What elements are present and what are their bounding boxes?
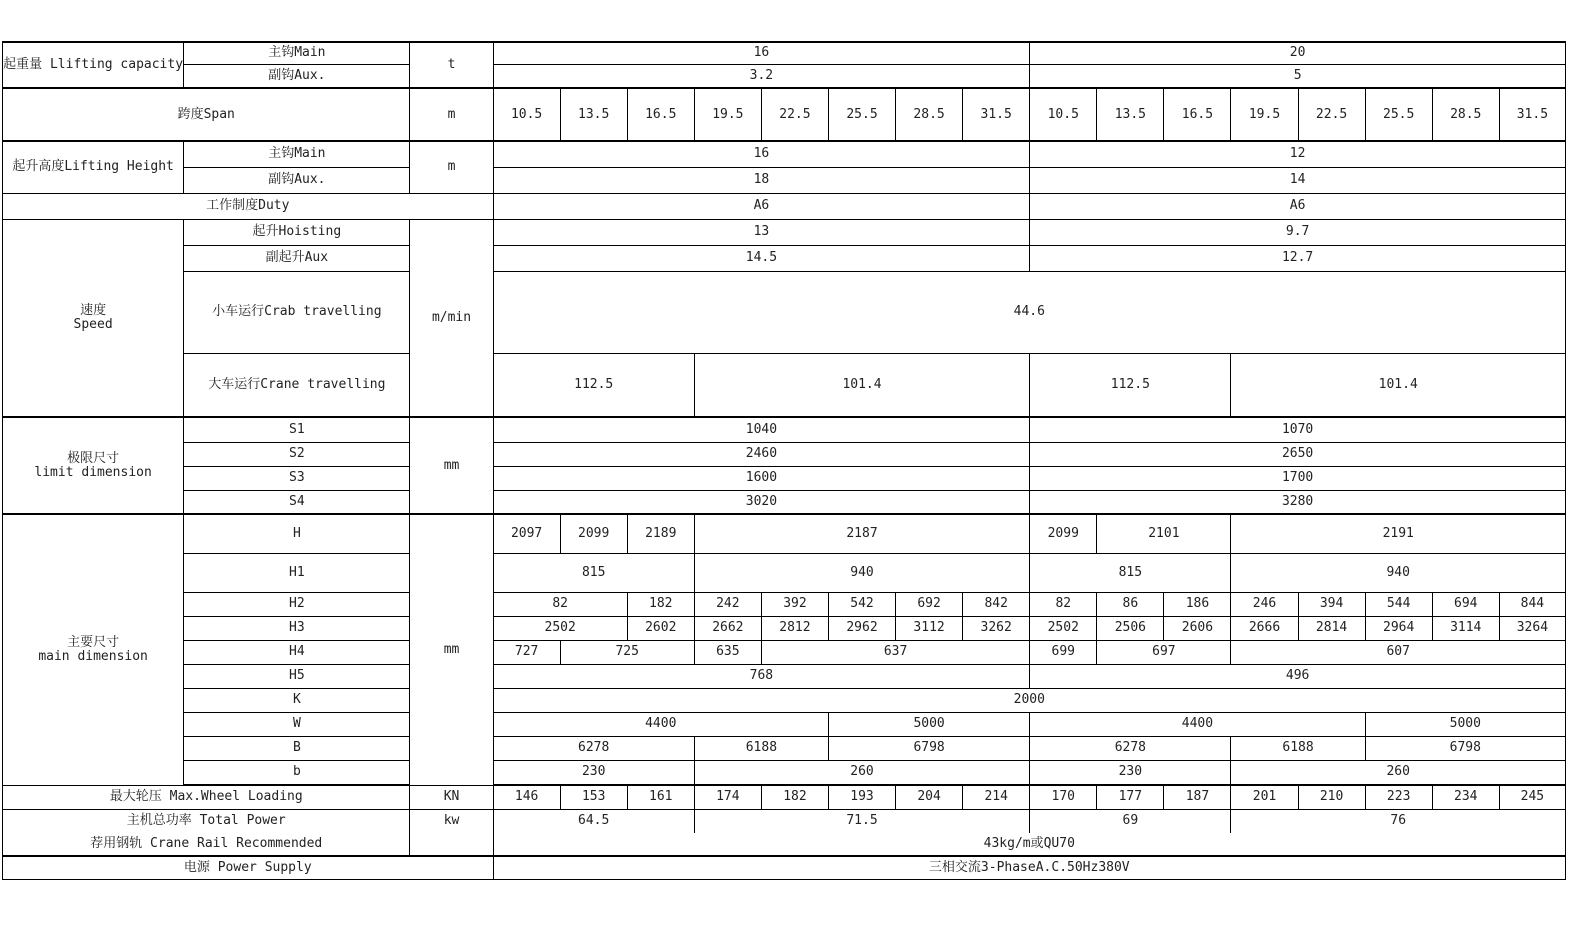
dim-row-label: H1: [184, 553, 410, 592]
wheel-loading-value: 193: [828, 785, 895, 809]
span-value: 16.5: [627, 88, 694, 141]
dim-value: 82: [493, 592, 627, 616]
speed-crab-label: 小车运行Crab travelling: [184, 271, 410, 353]
dim-value: 230: [493, 760, 694, 784]
lifting-height-aux-label: 副钩Aux.: [184, 167, 410, 193]
speed-aux-value: 12.7: [1030, 245, 1566, 271]
dim-value: 2602: [627, 616, 694, 640]
lifting-height-main-label: 主钩Main: [184, 141, 410, 167]
dim-value: 246: [1231, 592, 1298, 616]
dim-value: 392: [761, 592, 828, 616]
limit-s3-row: [3, 466, 1566, 490]
wheel-loading-label: 最大轮压 Max.Wheel Loading: [3, 785, 410, 809]
wheel-loading-value: 177: [1097, 785, 1164, 809]
duty-value: A6: [1030, 193, 1566, 219]
span-value: 28.5: [1432, 88, 1499, 141]
wheel-loading-value: 234: [1432, 785, 1499, 809]
speed-unit: m/min: [410, 219, 493, 417]
lifting-capacity-main-row: [3, 42, 1566, 64]
lifting-height-label: 起升高度Lifting Height: [3, 141, 184, 193]
speed-crab-value: 44.6: [493, 271, 1565, 353]
speed-label-cn: 速度: [80, 303, 107, 319]
span-value: 25.5: [1365, 88, 1432, 141]
total-power-row: [3, 809, 1566, 833]
speed-crane-value: 101.4: [1231, 353, 1566, 417]
dim-value: 6188: [694, 736, 828, 760]
dim-h1-row: [3, 553, 1566, 592]
dim-value: 815: [1030, 553, 1231, 592]
dim-b-lower-row: [3, 760, 1566, 784]
wheel-loading-value: 204: [896, 785, 963, 809]
wheel-loading-value: 201: [1231, 785, 1298, 809]
limit-dimension-label: [3, 417, 184, 514]
wheel-loading-value: 214: [963, 785, 1030, 809]
dim-value: 692: [896, 592, 963, 616]
lifting-capacity-aux-label: 副钩Aux.: [184, 64, 410, 88]
total-power-value: 69: [1030, 809, 1231, 833]
dim-value: 260: [1231, 760, 1566, 784]
main-dimension-label-cn: 主要尺寸: [67, 635, 120, 651]
limit-value: 3280: [1030, 490, 1566, 514]
wheel-loading-value: 182: [761, 785, 828, 809]
lifting-capacity-main-value: 16: [493, 42, 1030, 64]
span-label: 跨度Span: [3, 88, 410, 141]
dim-value: 5000: [828, 712, 1029, 736]
span-value: 25.5: [828, 88, 895, 141]
span-value: 19.5: [694, 88, 761, 141]
span-value: 10.5: [1030, 88, 1097, 141]
lifting-capacity-main-label: 主钩Main: [184, 42, 410, 64]
dim-value: 6798: [1365, 736, 1565, 760]
dim-value: 2662: [694, 616, 761, 640]
total-power-value: 76: [1231, 809, 1566, 833]
speed-crane-value: 101.4: [694, 353, 1029, 417]
speed-hoisting-label: 起升Hoisting: [184, 219, 410, 245]
dim-k-row: [3, 688, 1566, 712]
lifting-capacity-aux-row: [3, 64, 1566, 88]
crane-rail-label: 荐用钢轨 Crane Rail Recommended: [3, 833, 410, 856]
dim-value: 607: [1231, 640, 1566, 664]
dim-row-label: H3: [184, 616, 410, 640]
span-value: 31.5: [1499, 88, 1565, 141]
span-value: 19.5: [1231, 88, 1298, 141]
dim-value: 844: [1499, 592, 1565, 616]
dim-value: 2502: [1030, 616, 1097, 640]
dim-row-label: H5: [184, 664, 410, 688]
dim-value: 186: [1164, 592, 1231, 616]
lifting-capacity-unit: t: [410, 42, 493, 88]
total-power-unit: kw: [410, 809, 493, 833]
speed-crane-row: [3, 353, 1566, 417]
speed-crab-row: [3, 271, 1566, 353]
speed-crane-value: 112.5: [493, 353, 694, 417]
wheel-loading-value: 174: [694, 785, 761, 809]
wheel-loading-value: 187: [1164, 785, 1231, 809]
speed-label-en: Speed: [73, 316, 113, 332]
total-power-value: 71.5: [694, 809, 1029, 833]
dim-value: 2814: [1298, 616, 1365, 640]
dim-value: 3262: [963, 616, 1030, 640]
dim-value: 815: [493, 553, 694, 592]
limit-value: 1700: [1030, 466, 1566, 490]
main-dimension-unit: mm: [410, 514, 493, 785]
dim-value: 2964: [1365, 616, 1432, 640]
limit-s1-row: [3, 417, 1566, 442]
dim-h-row: [3, 514, 1566, 553]
dim-value: 82: [1030, 592, 1097, 616]
total-power-label: 主机总功率 Total Power: [3, 809, 410, 833]
speed-hoisting-value: 9.7: [1030, 219, 1566, 245]
lifting-height-main-value: 16: [493, 141, 1030, 167]
lifting-height-unit: m: [410, 141, 493, 193]
wheel-loading-unit: KN: [410, 785, 493, 809]
dim-value: 940: [1231, 553, 1566, 592]
limit-value: 1070: [1030, 417, 1566, 442]
dim-value: 4400: [493, 712, 828, 736]
limit-dimension-label-en: limit dimension: [34, 464, 152, 480]
dim-value: 4400: [1030, 712, 1365, 736]
span-value: 13.5: [560, 88, 627, 141]
dim-value: 6278: [493, 736, 694, 760]
dim-row-label: H2: [184, 592, 410, 616]
dim-value: 182: [627, 592, 694, 616]
dim-value: 2506: [1097, 616, 1164, 640]
duty-label: 工作制度Duty: [3, 193, 494, 219]
lifting-height-aux-value: 18: [493, 167, 1030, 193]
speed-label: [3, 219, 184, 417]
span-value: 22.5: [1298, 88, 1365, 141]
dim-value: 842: [963, 592, 1030, 616]
dim-value: 637: [761, 640, 1029, 664]
speed-hoisting-value: 13: [493, 219, 1030, 245]
lifting-capacity-aux-value: 3.2: [493, 64, 1030, 88]
dim-value: 2187: [694, 514, 1029, 553]
limit-row-label: S3: [184, 466, 410, 490]
dim-value: 2962: [828, 616, 895, 640]
wheel-loading-value: 153: [560, 785, 627, 809]
speed-hoisting-row: [3, 219, 1566, 245]
span-value: 13.5: [1097, 88, 1164, 141]
dim-value: 3264: [1499, 616, 1565, 640]
duty-row: [3, 193, 1566, 219]
limit-value: 2650: [1030, 442, 1566, 466]
dim-value: 2099: [1030, 514, 1097, 553]
dim-value: 230: [1030, 760, 1231, 784]
limit-row-label: S1: [184, 417, 410, 442]
span-row: [3, 88, 1566, 141]
dim-row-label: B: [184, 736, 410, 760]
dim-value: 544: [1365, 592, 1432, 616]
speed-aux-value: 14.5: [493, 245, 1030, 271]
dim-value: 2502: [493, 616, 627, 640]
dim-value: 86: [1097, 592, 1164, 616]
dim-value: 2097: [493, 514, 560, 553]
dim-value: 697: [1097, 640, 1231, 664]
limit-row-label: S2: [184, 442, 410, 466]
dim-value: 635: [694, 640, 761, 664]
dim-value: 727: [493, 640, 560, 664]
lifting-capacity-main-value: 20: [1030, 42, 1566, 64]
power-supply-value: 三相交流3-PhaseA.C.50Hz380V: [493, 856, 1565, 879]
dim-h2-row: [3, 592, 1566, 616]
dim-row-label: H: [184, 514, 410, 553]
limit-row-label: S4: [184, 490, 410, 514]
speed-crane-label: 大车运行Crane travelling: [184, 353, 410, 417]
span-value: 22.5: [761, 88, 828, 141]
span-unit: m: [410, 88, 493, 141]
wheel-loading-value: 161: [627, 785, 694, 809]
duty-value: A6: [493, 193, 1030, 219]
dim-value: 260: [694, 760, 1029, 784]
dim-value: 694: [1432, 592, 1499, 616]
limit-value: 1040: [493, 417, 1030, 442]
main-dimension-label: [3, 514, 184, 785]
dim-w-row: [3, 712, 1566, 736]
lifting-height-aux-row: [3, 167, 1566, 193]
dim-value: 3114: [1432, 616, 1499, 640]
dim-value: 394: [1298, 592, 1365, 616]
dim-value: 2101: [1097, 514, 1231, 553]
dim-value: 2606: [1164, 616, 1231, 640]
dim-value: 542: [828, 592, 895, 616]
dim-value: 725: [560, 640, 694, 664]
wheel-loading-value: 223: [1365, 785, 1432, 809]
dim-value: 768: [493, 664, 1030, 688]
dim-h5-row: [3, 664, 1566, 688]
dim-value: 242: [694, 592, 761, 616]
dim-value: 2000: [493, 688, 1565, 712]
limit-value: 2460: [493, 442, 1030, 466]
dim-value: 2099: [560, 514, 627, 553]
wheel-loading-row: [3, 785, 1566, 809]
crane-rail-value: 43kg/m或QU70: [493, 833, 1565, 856]
wheel-loading-value: 245: [1499, 785, 1565, 809]
dim-value: 2189: [627, 514, 694, 553]
dim-value: 699: [1030, 640, 1097, 664]
dim-row-label: K: [184, 688, 410, 712]
wheel-loading-value: 210: [1298, 785, 1365, 809]
power-supply-label: 电源 Power Supply: [3, 856, 494, 879]
lifting-capacity-label: 起重量 Llifting capacity: [3, 42, 184, 88]
dim-value: 2812: [761, 616, 828, 640]
speed-crane-value: 112.5: [1030, 353, 1231, 417]
dim-row-label: b: [184, 760, 410, 784]
limit-dimension-label-cn: 极限尺寸: [67, 450, 120, 466]
wheel-loading-value: 170: [1030, 785, 1097, 809]
dim-value: 6798: [828, 736, 1029, 760]
speed-aux-label: 副起升Aux: [184, 245, 410, 271]
crane-rail-row: [3, 833, 1566, 856]
lifting-capacity-aux-value: 5: [1030, 64, 1566, 88]
limit-dimension-unit: mm: [410, 417, 493, 514]
total-power-value: 64.5: [493, 809, 694, 833]
lifting-height-main-row: [3, 141, 1566, 167]
power-supply-row: [3, 856, 1566, 879]
span-value: 31.5: [963, 88, 1030, 141]
dim-value: 496: [1030, 664, 1566, 688]
lifting-height-aux-value: 14: [1030, 167, 1566, 193]
dim-h4-row: [3, 640, 1566, 664]
limit-s2-row: [3, 442, 1566, 466]
dim-value: 6188: [1231, 736, 1365, 760]
dim-value: 2191: [1231, 514, 1566, 553]
lifting-height-main-value: 12: [1030, 141, 1566, 167]
dim-value: 5000: [1365, 712, 1565, 736]
limit-value: 1600: [493, 466, 1030, 490]
dim-row-label: H4: [184, 640, 410, 664]
dim-value: 3112: [896, 616, 963, 640]
dim-value: 6278: [1030, 736, 1231, 760]
speed-aux-row: [3, 245, 1566, 271]
dim-b-upper-row: [3, 736, 1566, 760]
limit-value: 3020: [493, 490, 1030, 514]
span-value: 16.5: [1164, 88, 1231, 141]
dim-value: 2666: [1231, 616, 1298, 640]
dim-value: 940: [694, 553, 1029, 592]
main-dimension-label-en: main dimension: [38, 648, 148, 664]
crane-specification-table: [2, 41, 1566, 880]
span-value: 28.5: [896, 88, 963, 141]
dim-row-label: W: [184, 712, 410, 736]
wheel-loading-value: 146: [493, 785, 560, 809]
limit-s4-row: [3, 490, 1566, 514]
dim-h3-row: [3, 616, 1566, 640]
span-value: 10.5: [493, 88, 560, 141]
